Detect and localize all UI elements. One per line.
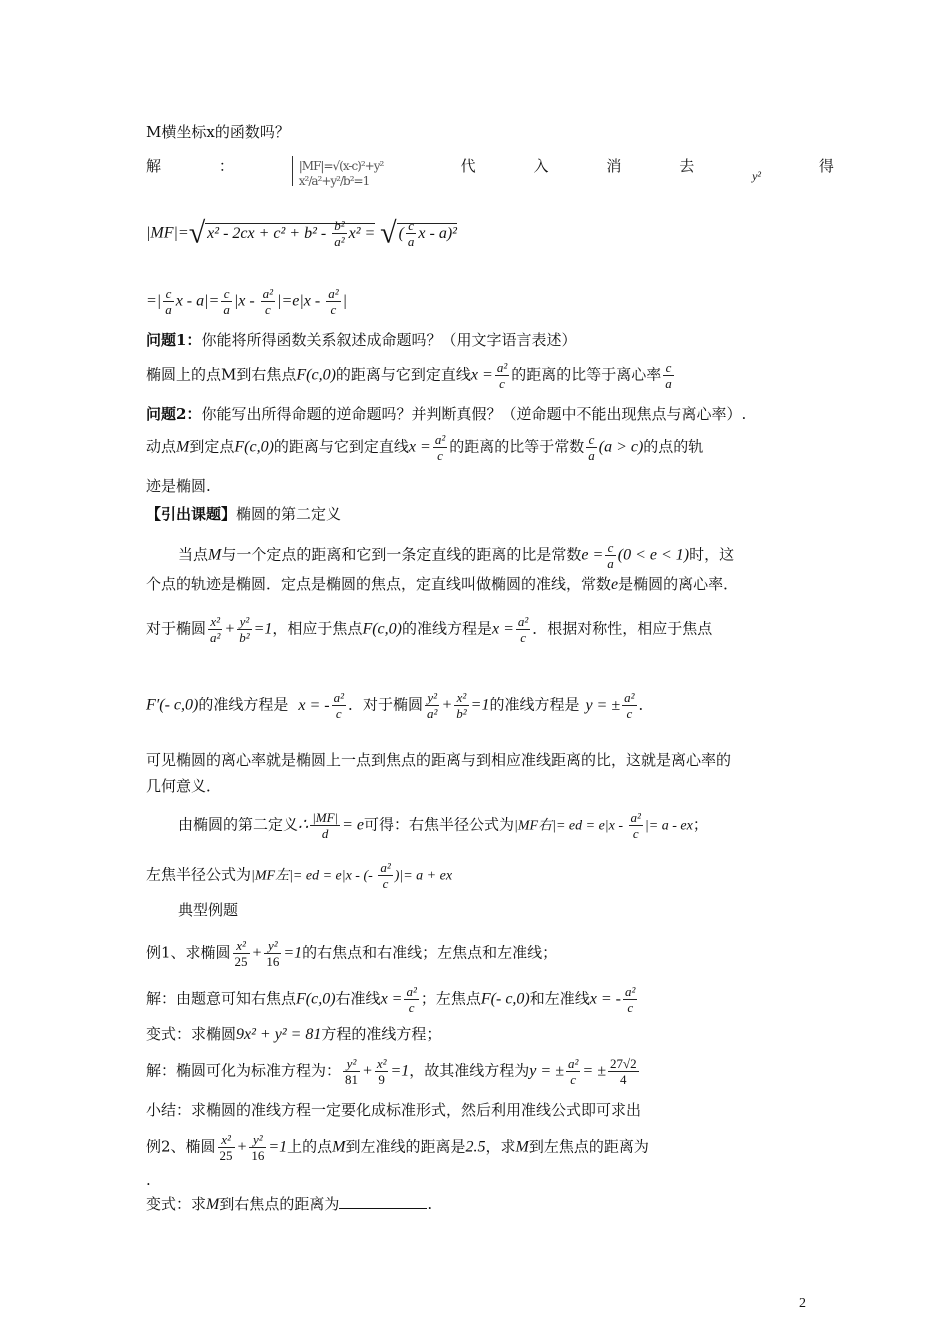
answer-blank[interactable] (339, 1194, 427, 1209)
solution-line: 解：椭圆可化为标准方程为： $\frac{\text{y²}}{81}$ + $\frac{\text{x²}}{9}$ =1，故其准线方程为y = ± $\frac{\text{a²}}{c}$ = ± $\frac{27√2}{4}$ (146, 1056, 637, 1087)
equation-system: |MF|=√(x-c)²+y² x²/a²+y²/b²=1 (292, 156, 403, 186)
text-line: 几何意义． (146, 777, 222, 795)
text-line: 解 ： |MF|=√(x-c)²+y² x²/a²+y²/b²=1 代 入 消 去 y² 得 (146, 157, 834, 188)
summary-line: 小结：求椭圆的准线方程一定要化成标准形式，然后利用准线公式即可求出 (146, 1101, 642, 1119)
variant-line: 变式：求椭圆9x² + y² = 81方程的准线方程； (146, 1025, 442, 1043)
formula-line: 由椭圆的第二定义∴ $\frac{|MF|}{d}$ = e可得：右焦半径公式为|MF右|= ed = e|x - $\frac{\text{a²}}{c}$ |= a - ex； (178, 810, 708, 841)
solution-line: 解：由题意可知右焦点F(c,0)右准线x = $\frac{\text{a²}}{c}$ ；左焦点F(- c,0)和左准线x = - $\frac{\text{a²}}{c}$ (146, 984, 636, 1015)
example-1: 例1、求椭圆 $\frac{\text{x²}}{25}$ + $\frac{\text{y²}}{16}$ =1的右焦点和右准线；左焦点和左准线； (146, 938, 558, 969)
text-line: 迹是椭圆. (146, 477, 211, 495)
text-line: 可见椭圆的离心率就是椭圆上一点到焦点的距离与到相应准线距离的比，这就是离心率的 (146, 751, 732, 769)
example-2: 例2、椭圆 $\frac{\text{x²}}{25}$ + $\frac{\text{y²}}{16}$ =1上的点M到左准线的距离是2.5，求M到左焦点的距离为 (146, 1132, 649, 1163)
text-line: . (146, 1171, 151, 1189)
text-line: 椭圆上的点M到右焦点F(c,0)的距离与它到定直线x = $\frac{\text{a²}}{c}$ 的距离的比等于离心率 $\frac{c}{a}$ (146, 360, 672, 391)
text-line: F′(- c,0)的准线方程是 x = - $\frac{\text{a²}}{c}$ ．对于椭圆 $\frac{\text{y²}}{\text{a²}}$ + $\frac{\text{x²}}{\text{b²}}$ =1的准线方程是 y = ± $\frac{\text{a²}}{c}$ ． (146, 690, 654, 721)
definition-line: 当点M与一个定点的距离和它到一条定直线的距离的比是常数e = $\frac{c}{a}$ (0 < e < 1)时，这 (178, 540, 735, 571)
question-2: 问题2：你能写出所得命题的逆命题吗？并判断真假？（逆命题中不能出现焦点与离心率）. (146, 405, 747, 423)
subheading: 典型例题 (178, 901, 239, 919)
text-line: 对于椭圆 $\frac{\text{x²}}{\text{a²}}$ + $\frac{\text{y²}}{\text{b²}}$ =1，相应于焦点F(c,0)的准线方程是x = $\frac{\text{a²}}{c}$ ．根据对称性，相应于焦点 (146, 614, 713, 645)
text-line: M横坐标x的函数吗？ (146, 123, 290, 141)
definition-line: 个点的轨迹是椭圆．定点是椭圆的焦点，定直线叫做椭圆的准线，常数e是椭圆的离心率． (146, 575, 739, 593)
formula-line: 左焦半径公式为|MF左|= ed = e|x - (- $\frac{\text{a²}}{c}$ )|= a + ex (146, 860, 453, 891)
formula-line: =| $\frac{c}{a}$ x - a|= $\frac{c}{a}$ |x - $\frac{\text{a²}}{c}$ |=e|x - $\frac{\text{a²}}{c}$ | (146, 286, 347, 317)
section-heading: 【引出课题】椭圆的第二定义 (146, 505, 342, 523)
variant-line: 变式：求M到右焦点的距离为 . (146, 1195, 433, 1213)
text-line: 动点M到定点F(c,0)的距离与它到定直线x = $\frac{\text{a²}}{c}$ 的距离的比等于常数 $\frac{c}{a}$ (a > c)的点的轨 (146, 432, 704, 463)
formula-line: |MF|=√ x² - 2cx + c² + b² - $\frac{\text{b²}}{\text{a²}}$ x² = √ ( $\frac{c}{a}$ x - a)² (146, 216, 457, 250)
page-number: 2 (799, 1296, 806, 1311)
question-1: 问题1：你能将所得函数关系叙述成命题吗？（用文字语言表述） (146, 331, 577, 349)
